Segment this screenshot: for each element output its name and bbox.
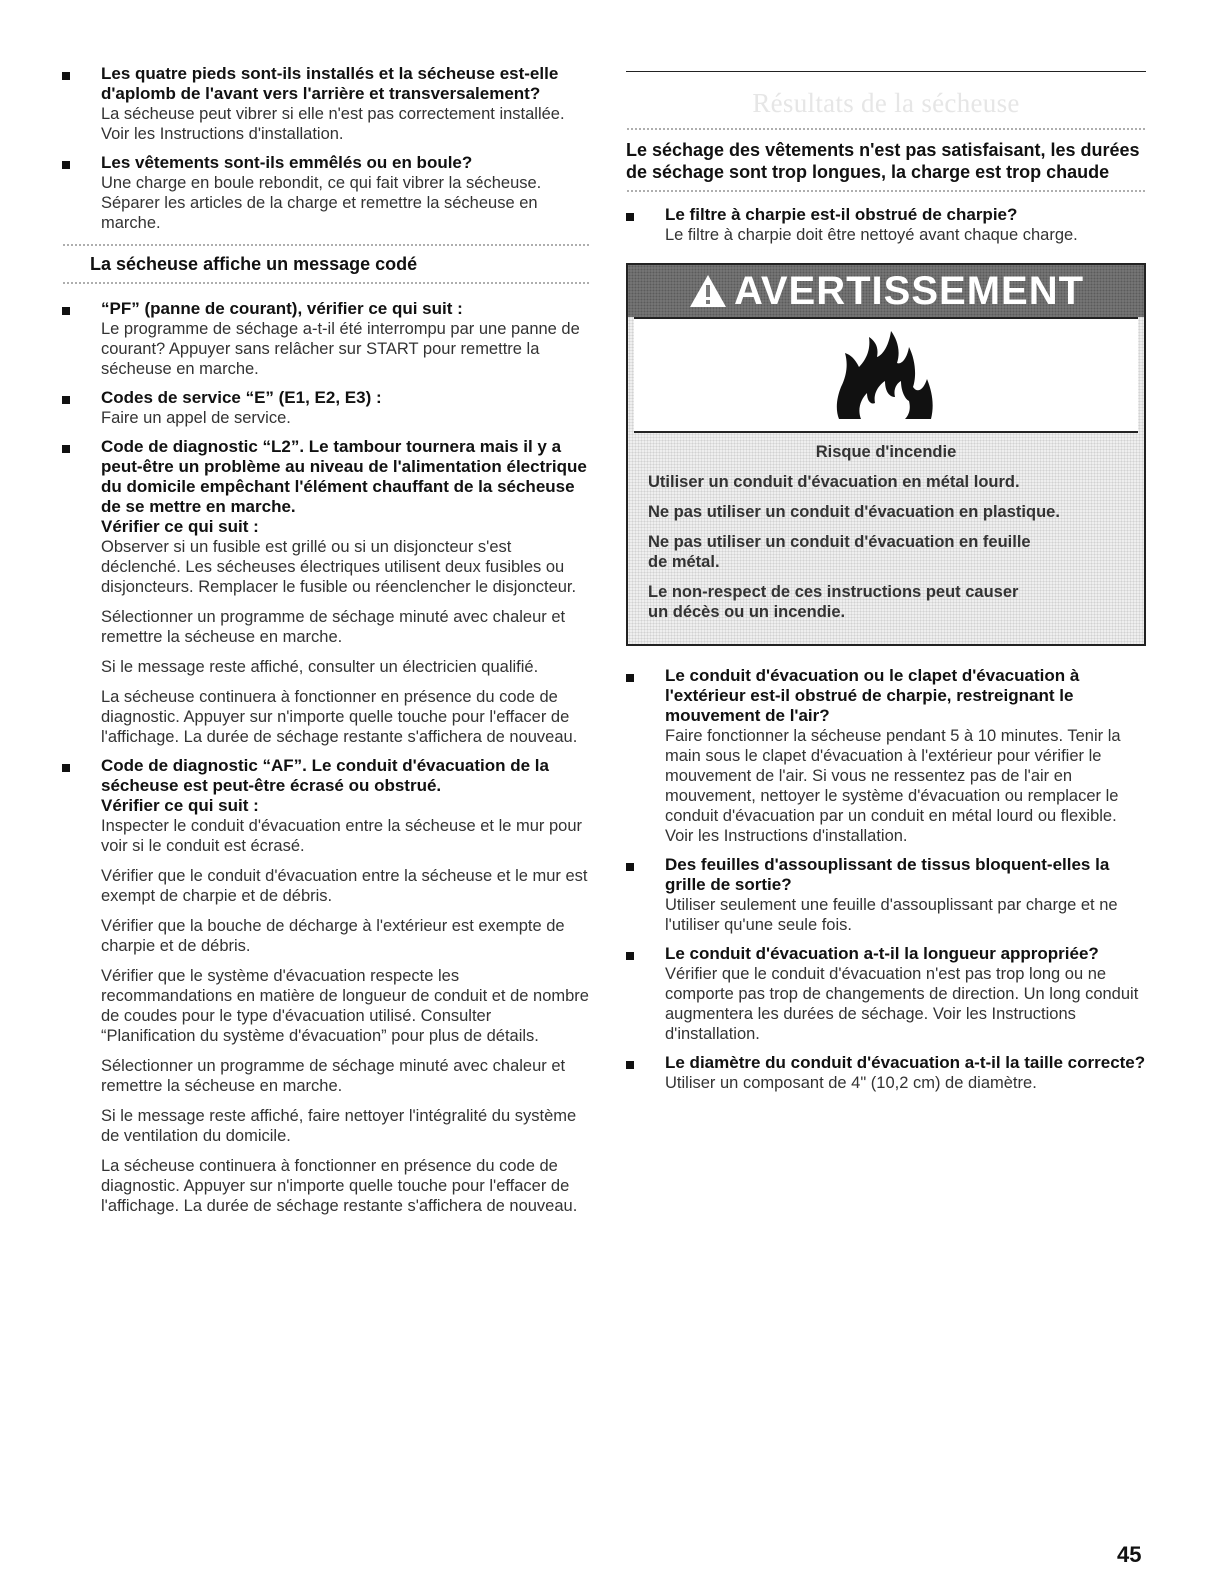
section-divider: [62, 281, 590, 285]
item-paragraph: Vérifier que le système d'évacuation respecte les recommandations en matière de longueur de conduit et de nombre de coudes pour le type d'évacuation utilisé. Consulter “Planification du système d'évacuation” pour plus de détails.: [101, 967, 589, 1045]
item-text: Faire fonctionner la sécheuse pendant 5 à 10 minutes. Tenir la main sous le clapet d'évacuation à l'extérieur pour vérifier le mouvement de l'air. Si vous ne ressentez pas de l'air en mouvement, nettoyer le système d'évacuation ou remplacer le conduit d'évacuation par un conduit en métal lourd ou flexible. Voir les Instructions d'installation.: [665, 727, 1121, 845]
section-subheading: Le séchage des vêtements n'est pas satisfaisant, les durées de séchage sont trop longues, la charge est trop chaude: [626, 140, 1140, 182]
item-question: Des feuilles d'assouplissant de tissus bloquent-elles la grille de sortie?: [665, 855, 1110, 894]
warning-risk: Risque d'incendie: [815, 443, 957, 461]
item-text: Une charge en boule rebondit, ce qui fait vibrer la sécheuse. Séparer les articles de la charge et remettre la sécheuse en marche.: [101, 174, 542, 232]
section-divider: [626, 189, 1146, 193]
bullet-icon: [62, 764, 70, 772]
section-divider: [626, 127, 1146, 131]
bullet-icon: [62, 161, 70, 169]
warning-line: Ne pas utiliser un conduit d'évacuation en feuille de métal.: [648, 533, 1031, 571]
item-paragraph: Si le message reste affiché, faire nettoyer l'intégralité du système de ventilation du domicile.: [101, 1107, 577, 1145]
bullet-icon: [626, 213, 634, 221]
item-paragraph: La sécheuse continuera à fonctionner en présence du code de diagnostic. Appuyer sur n'importe quelle touche pour l'effacer de l'affichage. La durée de séchage restante s'affichera de nouveau.: [101, 688, 578, 746]
section-title: Résultats de la sécheuse: [752, 88, 1020, 118]
list-item: [62, 388, 590, 428]
warning-triangle-icon: [688, 273, 728, 309]
item-question: Les vêtements sont-ils emmêlés ou en boule?: [101, 153, 473, 172]
warning-header: [628, 265, 1144, 317]
item-paragraph: Vérifier que la bouche de décharge à l'extérieur est exempte de charpie et de débris.: [101, 917, 565, 955]
item-question: “PF” (panne de courant), vérifier ce qui suit :: [101, 299, 463, 318]
list-item: [62, 437, 590, 747]
bullet-icon: [62, 72, 70, 80]
item-question: Code de diagnostic “AF”. Le conduit d'évacuation de la sécheuse est peut-être écrasé ou obstrué. Vérifier ce qui suit :: [101, 756, 549, 815]
bullet-icon: [626, 674, 634, 682]
item-text: Utiliser un composant de 4" (10,2 cm) de diamètre.: [665, 1074, 1037, 1092]
item-paragraph: Sélectionner un programme de séchage minuté avec chaleur et remettre la sécheuse en marche.: [101, 608, 566, 646]
item-text: Le filtre à charpie doit être nettoyé avant chaque charge.: [665, 226, 1078, 244]
item-paragraph: Si le message reste affiché, consulter un électricien qualifié.: [101, 658, 539, 676]
item-question: Le conduit d'évacuation a-t-il la longueur appropriée?: [665, 944, 1099, 963]
list-item: [62, 756, 590, 1216]
bullet-icon: [62, 445, 70, 453]
list-item: [62, 153, 590, 233]
item-text: Faire un appel de service.: [101, 409, 291, 427]
list-item: [626, 855, 1146, 935]
right-column: [626, 64, 1146, 1102]
warning-title: AVERTISSEMENT: [733, 268, 1085, 313]
item-question: Le conduit d'évacuation ou le clapet d'évacuation à l'extérieur est-il obstrué de charpie, restreignant le mouvement de l'air?: [665, 666, 1080, 725]
list-item: [626, 666, 1146, 846]
fire-icon: [831, 329, 941, 421]
warning-line: Utiliser un conduit d'évacuation en métal lourd.: [648, 473, 1020, 491]
list-item: [626, 1053, 1146, 1093]
top-rule: [626, 71, 1146, 72]
left-column: [62, 64, 590, 1225]
bullet-icon: [62, 307, 70, 315]
bullet-icon: [626, 1061, 634, 1069]
warning-line: Ne pas utiliser un conduit d'évacuation en plastique.: [648, 503, 1060, 521]
section-divider: [62, 243, 590, 247]
bullet-icon: [626, 863, 634, 871]
section-heading: La sécheuse affiche un message codé: [90, 254, 418, 274]
item-question: Code de diagnostic “L2”. Le tambour tournera mais il y a peut-être un problème au niveau de l'alimentation électrique du domicile empêchant l'élément chauffant de la sécheuse de se mettre en marche. Vérifier ce qui suit :: [101, 437, 587, 536]
list-item: [62, 64, 590, 144]
bullet-icon: [626, 952, 634, 960]
page-number: 45: [1117, 1542, 1142, 1567]
item-text: La sécheuse peut vibrer si elle n'est pas correctement installée. Voir les Instructions d'installation.: [101, 105, 565, 143]
item-text: Le programme de séchage a-t-il été interrompu par une panne de courant? Appuyer sans relâcher sur START pour remettre la sécheuse en marche.: [101, 320, 580, 378]
item-question: Le filtre à charpie est-il obstrué de charpie?: [665, 205, 1018, 224]
list-item: [626, 944, 1146, 1044]
item-text: Vérifier que le conduit d'évacuation n'est pas trop long ou ne comporte pas trop de changements de direction. Un long conduit augmentera les durées de séchage. Voir les Instructions d'installation.: [665, 965, 1139, 1043]
item-question: Codes de service “E” (E1, E2, E3) :: [101, 388, 382, 407]
warning-body: [628, 433, 1144, 644]
warning-icon-panel: [634, 317, 1138, 433]
list-item: [626, 205, 1146, 245]
list-item: [62, 299, 590, 379]
warning-box: [626, 263, 1146, 646]
warning-line: Le non-respect de ces instructions peut causer un décès ou un incendie.: [648, 583, 1019, 621]
item-paragraph: La sécheuse continuera à fonctionner en présence du code de diagnostic. Appuyer sur n'importe quelle touche pour l'effacer de l'affichage. La durée de séchage restante s'affichera de nouveau.: [101, 1157, 578, 1215]
item-text: Observer si un fusible est grillé ou si un disjoncteur s'est déclenché. Les sécheuses électriques utilisent deux fusibles ou disjoncteurs. Remplacer le fusible ou réenclencher le disjoncteur.: [101, 538, 577, 596]
item-text: Utiliser seulement une feuille d'assouplissant par charge et ne l'utiliser qu'une seule fois.: [665, 896, 1118, 934]
item-question: Le diamètre du conduit d'évacuation a-t-il la taille correcte?: [665, 1053, 1146, 1072]
item-paragraph: Vérifier que le conduit d'évacuation entre la sécheuse et le mur est exempt de charpie et de débris.: [101, 867, 588, 905]
item-paragraph: Sélectionner un programme de séchage minuté avec chaleur et remettre la sécheuse en marche.: [101, 1057, 566, 1095]
item-question: Les quatre pieds sont-ils installés et la sécheuse est-elle d'aplomb de l'avant vers l'arrière et transversalement?: [101, 64, 559, 103]
bullet-icon: [62, 396, 70, 404]
item-text: Inspecter le conduit d'évacuation entre la sécheuse et le mur pour voir si le conduit est écrasé.: [101, 817, 583, 855]
